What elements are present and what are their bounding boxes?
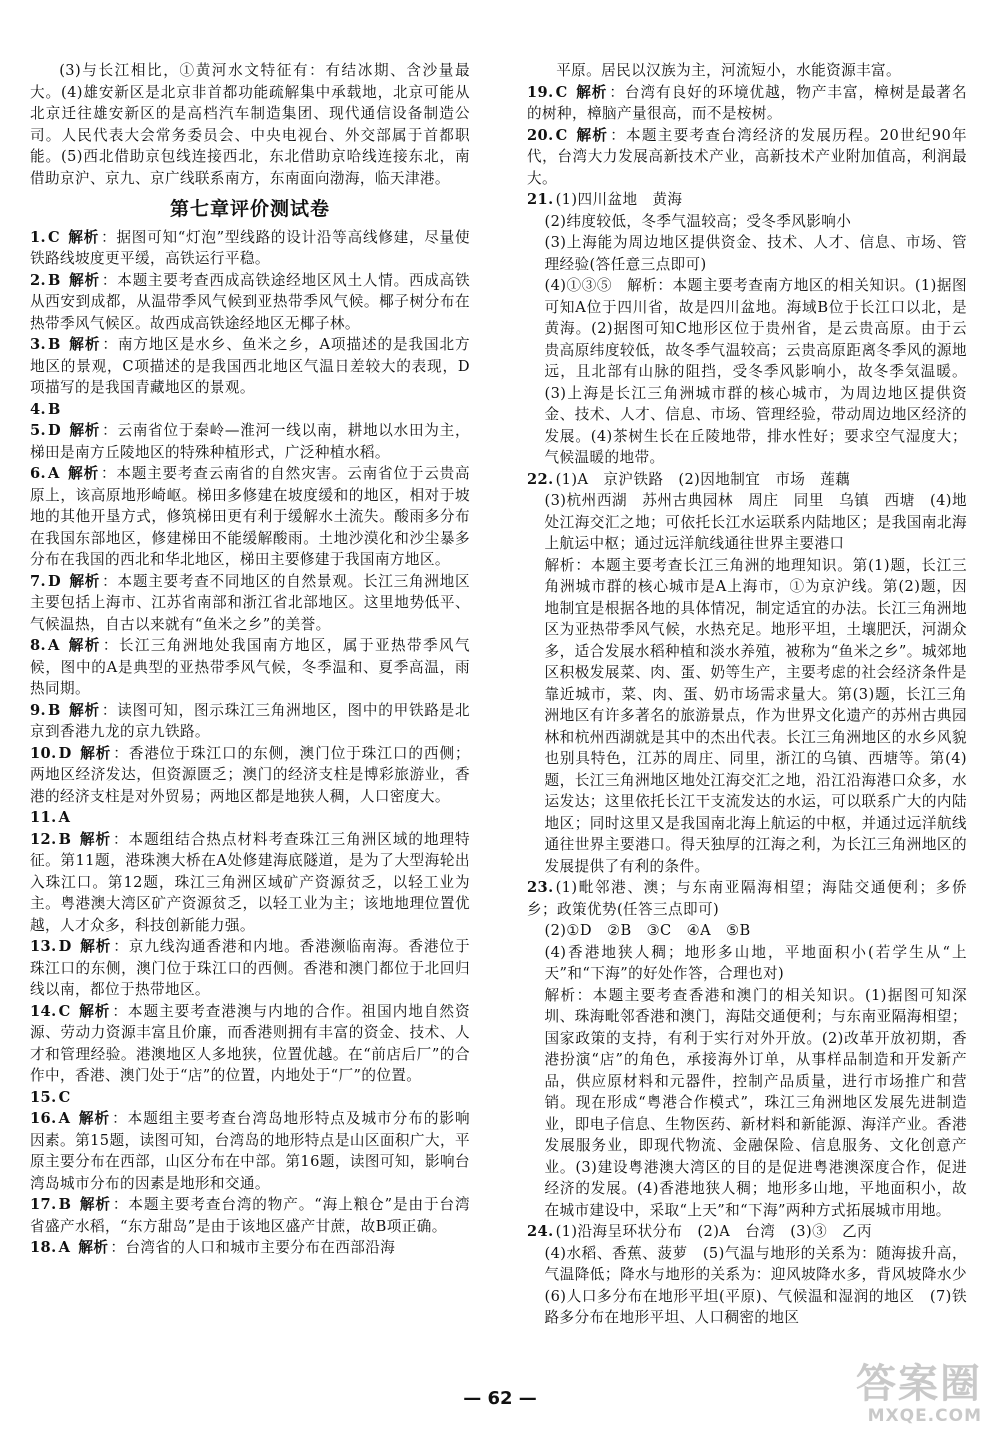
continuation-text: 平原。居民以汉族为主，河流短小，水能资源丰富。 [556, 62, 902, 79]
answer-kw: 解析 [78, 1110, 111, 1127]
answer-num: 16. [30, 1110, 57, 1127]
answer-subline: 解析：本题主要考查香港和澳门的相关知识。(1)据图可知深圳、珠海毗邻香港和澳门，海陆交通便利；与东南亚隔海相望；国家政策的支持，有利于实行对外开放。(2)改革开放初期，香港扮演“店”的角色，承接海外订单，从事样品制造和开发新产品，供应原材料和元器件，控制产品质量，进行市场推广和营销。现在形成“粤港合作模式”，珠江三角洲地区发展先进制造业，即电子信息、生物医药、新材料和新能源、海洋产业。香港发展服务业，即现代物流、金融保险、信息服务、文化创意产业。(3)建设粤港澳大湾区的目的是促进粤港澳深度合作，促进经济的发展。(4)香港地狭人稠；地形多山地，平地面积小，故在城市建设中，采取“上天”和“下海”两种方式拓展城市用地。 [544, 986, 967, 1219]
answer-num: 6. [30, 465, 47, 482]
answer-item [30, 1237, 470, 1259]
answer-text: ：本题主要考查台湾的物产。“海上粮仓”是由于台湾省盛产水稻，“东方甜岛”是由于该地区盛产甘蔗，故B项正确。 [30, 1196, 470, 1235]
answer-kw: 解析 [68, 701, 100, 719]
answer-text: ：长江三角洲地处我国南方地区，属于亚热带季风气候，图中的A是典型的亚热带季风气候，冬季温和、夏季高温，雨热同期。 [30, 637, 470, 697]
answer-ans: C [555, 126, 568, 144]
answer-kw: 解析 [67, 637, 101, 654]
answer-list-left [30, 227, 470, 1259]
answer-ans: B [58, 830, 72, 848]
answer-text: ：本题主要考查西成高铁途经地区风土人情。西成高铁从西安到成都，从温带季风气候到亚热带季风气候。椰子树分布在热带季风气候区。故西成高铁途经地区无椰子林。 [30, 271, 470, 332]
answer-ans: B [48, 271, 61, 289]
answer-text: (1)毗邻港、澳；与东南亚隔海相望；海陆交通便利；多侨乡；政策优势(任答三点即可) [527, 879, 967, 918]
answer-item [30, 420, 470, 463]
answer-kw: 解析 [69, 572, 101, 590]
answer-num: 22. [527, 470, 554, 488]
answer-text: ：台湾有良好的环境优越，物产丰富，樟树是最著名的树种，樟脑产量很高，而不是桉树。 [527, 83, 967, 122]
answer-text: (1)A 京沪铁路 (2)因地制宜 市场 莲藕 [555, 470, 851, 488]
answer-kw: 解析 [68, 228, 100, 246]
answer-text: (1)沿海呈环状分布 (2)A 台湾 (3)③ 乙丙 [555, 1223, 873, 1240]
answer-num: 15. [30, 1088, 57, 1106]
answer-ans: C [555, 83, 568, 101]
answer-num: 18. [30, 1239, 57, 1256]
answer-item [527, 189, 967, 211]
answer-text: ：本题主要考查台湾经济的发展历程。20世纪90年代，台湾大力发展高新技术产业，高新技术产业附加值高，利润最大。 [527, 126, 967, 187]
answer-kw: 解析 [575, 126, 609, 144]
answer-text: ：南方地区是水乡、鱼米之乡，A项描述的是我国北方地区的景观，C项描述的是我国西北地区气温日差较大的表现，D项描写的是我国青藏地区的景观。 [30, 336, 470, 396]
answer-kw: 解析 [78, 1002, 111, 1020]
answer-num: 2. [30, 271, 47, 289]
answer-item [30, 1001, 470, 1087]
answer-text: ：京九线沟通香港和内地。香港濒临南海。香港位于珠江口的东侧，澳门位于珠江口的西侧。香港和澳门都位于北回归线以南，都位于热带地区。 [30, 938, 470, 998]
answer-num: 19. [527, 83, 554, 101]
answer-kw: 解析 [79, 744, 112, 762]
answer-kw: 解析 [68, 271, 100, 289]
answer-ans: D [58, 938, 72, 955]
answer-num: 12. [30, 830, 57, 848]
answer-ans: B [48, 336, 61, 353]
answer-text: ：本题主要考查云南省的自然灾害。云南省位于云贵高原上，该高原地形崎岖。梯田多修建在坡度缓和的地区，相对于坡地的其他开垦方式，修筑梯田更有利于缓解水土流失。酸雨多分布在我国东部地区，修建梯田不能缓解酸雨。土地沙漠化和沙尘暴多分布在我国的西北和华北地区，梯田主要修建于我国南方地区。 [30, 465, 470, 568]
answer-text: ：台湾省的人口和城市主要分布在西部沿海 [110, 1239, 396, 1256]
answer-text: ：本题组主要考查台湾岛地形特点及城市分布的影响因素。第15题，读图可知，台湾岛的地形特点是山区面积广大，平原主要分布在西部，山区分布在中部。第16题，读图可知，影响台湾岛城市分布的因素是地形和交通。 [30, 1110, 470, 1192]
answer-subline: 解析：本题主要考查长江三角洲的地理知识。第(1)题，长江三角洲城市群的核心城市是A上海市，①为京沪线。第(2)题，因地制宜是根据各地的具体情况，制定适宜的办法。长江三角洲地区为亚热带季风气候，水热充足。地形平坦，土壤肥沃，河湖众多，适合发展水稻种植和淡水养殖，被称为“鱼米之乡”。城郊地区积极发展菜、肉、蛋、奶等生产，主要考虑的社会经济条件是靠近城市，菜、肉、蛋、奶市场需求量大。第(3)题，长江三角洲地区有许多著名的旅游景点，作为世界文化遗产的苏州古典园林和杭州西湖就是其中的杰出代表。长江三角洲地区的水乡风貌也别具特色，江苏的周庄、同里，浙江的乌镇、西塘等。第(4)题，长江三角洲地区地处江海交汇之地，沿江沿海港口众多，水运发达；这里依托长江干支流发达的水运，可以联系广大的内陆地区；同时这里又是我国南北海上航运的中枢，并通过远洋航线通往世界主要港口。得天独厚的江海之利，为长江三角洲地区的发展提供了有利的条件。 [544, 556, 967, 875]
answer-ans: C [58, 1002, 71, 1020]
answer-ans: D [48, 572, 62, 590]
answer-text: ：云南省位于秦岭—淮河一线以南，耕地以水田为主，梯田是南方丘陵地区的特殊种植形式，广泛种植水稻。 [30, 422, 470, 461]
answer-subline: (2)纬度较低，冬季气温较高；受冬季风影响小 [544, 212, 852, 230]
right-column [527, 60, 982, 1329]
answer-kw: 解析 [69, 422, 101, 439]
answer-num: 23. [527, 879, 554, 896]
watermark-logo-text: 答案圈 [856, 1361, 982, 1407]
answer-list-right [527, 82, 982, 1329]
answer-subline: (2)①D ②B ③C ④A ⑤B [544, 922, 751, 939]
answer-item [30, 1108, 470, 1194]
answer-item [30, 936, 470, 1001]
answer-item [527, 877, 967, 920]
answer-num: 24. [527, 1223, 554, 1240]
section-title: 第七章评价测试卷 [169, 198, 330, 220]
answer-item [30, 829, 470, 937]
answer-item [527, 1221, 967, 1243]
answer-num: 9. [30, 701, 47, 719]
answer-num: 7. [30, 572, 47, 590]
answer-kw: 解析 [575, 83, 608, 101]
answer-ans: B [58, 1196, 72, 1213]
answer-num: 8. [30, 637, 47, 654]
answer-item [30, 635, 470, 700]
answer-num: 5. [30, 422, 47, 439]
answer-num: 3. [30, 336, 47, 353]
answer-subline: (4)水稻、香蕉、菠萝 (5)气温与地形的关系为：随海拔升高，气温降低；降水与地形的关系为：迎风坡降水多，背风坡降水少 (6)人口多分布在地形平坦(平原)、气候温和湿润的地区 (7)铁路多分布在地形平坦、人口稠密的地区 [544, 1244, 982, 1326]
answer-text: ：香港位于珠江口的东侧，澳门位于珠江口的西侧；两地区经济发达，但资源匮乏；澳门的经济支柱是博彩旅游业，香港的经济支柱是对外贸易；两地区都是地狭人稠，人口密度大。 [30, 744, 470, 805]
answer-item [527, 469, 967, 491]
answer-ans: D [48, 422, 62, 439]
answer-kw: 解析 [79, 830, 111, 848]
answer-item [527, 125, 967, 190]
answer-subline: (4)①③⑤ 解析：本题主要考查南方地区的相关知识。(1)据图可知A位于四川省，故是四川盆地。海域B位于长江口以北，是黄海。(2)据图可知C地形区位于贵州省，是云贵高原。由于云贵高原纬度较低，故冬季气温较高；云贵高原距离冬季风的源地远，且北部有山脉的阻挡，受冬季风影响小，故冬季気温暖。(3)上海是长江三角洲城市群的核心城市，为周边地区提供资金、技术、人才、信息、市场、管理经验，带动周边地区经济的发展。(4)茶树生长在丘陵地带，排水性好；要求空气湿度大；气候温暖的地带。 [544, 277, 967, 466]
answer-subline: (4)香港地狭人稠；地形多山地，平地面积小(若学生从“上天”和“下海”的好处作答，合理也对) [544, 943, 967, 982]
answer-item [527, 82, 967, 125]
answer-kw: 解析 [78, 1239, 109, 1256]
answer-item [30, 227, 470, 270]
page-number: — 62 — [463, 1388, 537, 1409]
answer-item [30, 807, 470, 829]
answer-text: ：据图可知“灯泡”型线路的设计沿等高线修建，尽量使铁路线坡度更平缓，高铁运行平稳。 [30, 228, 470, 267]
answer-kw: 解析 [79, 1196, 111, 1213]
answer-ans: A [58, 1110, 71, 1127]
answer-ans: C [48, 228, 61, 246]
answer-item [30, 1087, 470, 1109]
answer-ans: B [48, 400, 61, 418]
answer-num: 20. [527, 126, 554, 144]
answer-ans: A [58, 1239, 71, 1256]
answer-item [30, 571, 470, 636]
watermark-url: MXQE.COM [867, 1406, 982, 1426]
answer-item [30, 700, 470, 743]
answer-text: ：本题组结合热点材料考查珠江三角洲区域的地理特征。第11题，港珠澳大桥在A处修建海底隧道，是为了大型海轮出入珠江口。第12题，珠江三角洲区域矿产资源贫乏，以轻工业为主。粤港澳大湾区矿产资源贫乏，以轻工业为主；该地地理位置优越，人才众多，科技创新能力强。 [30, 830, 470, 934]
continuation-text: (3)与长江相比，①黄河水文特征有：有结冰期、含沙量最大。(4)雄安新区是北京非首都功能疏解集中承载地，北京可能从北京迁往雄安新区的是高档汽车制造集团、现代通信设备制造公司。人民代表大会常务委员会、中央电视台、外交部属于首都职能。(5)西北借助京包线连接西北，东北借助京哈线连接东北，南借助京沪、京九、京广线联系南方，东南面向渤海，临天津港。 [30, 62, 470, 187]
answer-item [30, 270, 470, 335]
answer-text: ：本题主要考查不同地区的自然景观。长江三角洲地区主要包括上海市、江苏省南部和浙江省北部地区。这里地势低平、气候温热，自古以来就有“鱼米之乡”的美誉。 [30, 572, 470, 633]
answer-num: 10. [30, 744, 57, 762]
answer-ans: B [48, 701, 61, 719]
answer-ans: A [58, 809, 71, 826]
answer-num: 11. [30, 809, 57, 826]
answer-ans: A [48, 465, 60, 482]
answer-kw: 解析 [79, 938, 112, 955]
answer-subline: (3)杭州西湖 苏州古典园林 周庄 同里 乌镇 西塘 (4)地处江海交汇之地；可依托长江水运联系内陆地区；是我国南北海上航运中枢；通过远洋航线通往世界主要港口 [544, 492, 967, 552]
answer-ans: A [48, 637, 60, 654]
answer-item [30, 399, 470, 421]
answer-num: 4. [30, 400, 47, 418]
answer-text: ：本题主要考查港澳与内地的合作。祖国内地自然资源、劳动力资源丰富且价廉，而香港则拥有丰富的资金、技术、人才和管理经验。港澳地区人多地狭，位置优越。在“前店后厂”的合作中，香港、澳门处于“店”的位置，内地处于“厂”的位置。 [30, 1002, 470, 1084]
answer-item [30, 1194, 470, 1237]
left-column [30, 60, 470, 1259]
answer-item [30, 463, 470, 571]
answer-item [30, 334, 470, 399]
answer-ans: D [58, 744, 72, 762]
answer-ans: C [58, 1088, 71, 1106]
answer-num: 13. [30, 938, 57, 955]
answer-subline: (3)上海能为周边地区提供资金、技术、人才、信息、市场、管理经验(答任意三点即可) [544, 234, 967, 273]
answer-kw: 解析 [68, 336, 101, 353]
answer-text: ：读图可知，图示珠江三角洲地区，图中的甲铁路是北京到香港九龙的京九铁路。 [30, 701, 470, 740]
answer-item [30, 743, 470, 808]
answer-num: 14. [30, 1002, 57, 1020]
answer-text: (1)四川盆地 黄海 [555, 191, 683, 208]
answer-num: 21. [527, 191, 554, 208]
watermark-logo [842, 1362, 982, 1436]
answer-kw: 解析 [67, 465, 99, 482]
answer-num: 1. [30, 228, 47, 246]
answer-num: 17. [30, 1196, 57, 1213]
